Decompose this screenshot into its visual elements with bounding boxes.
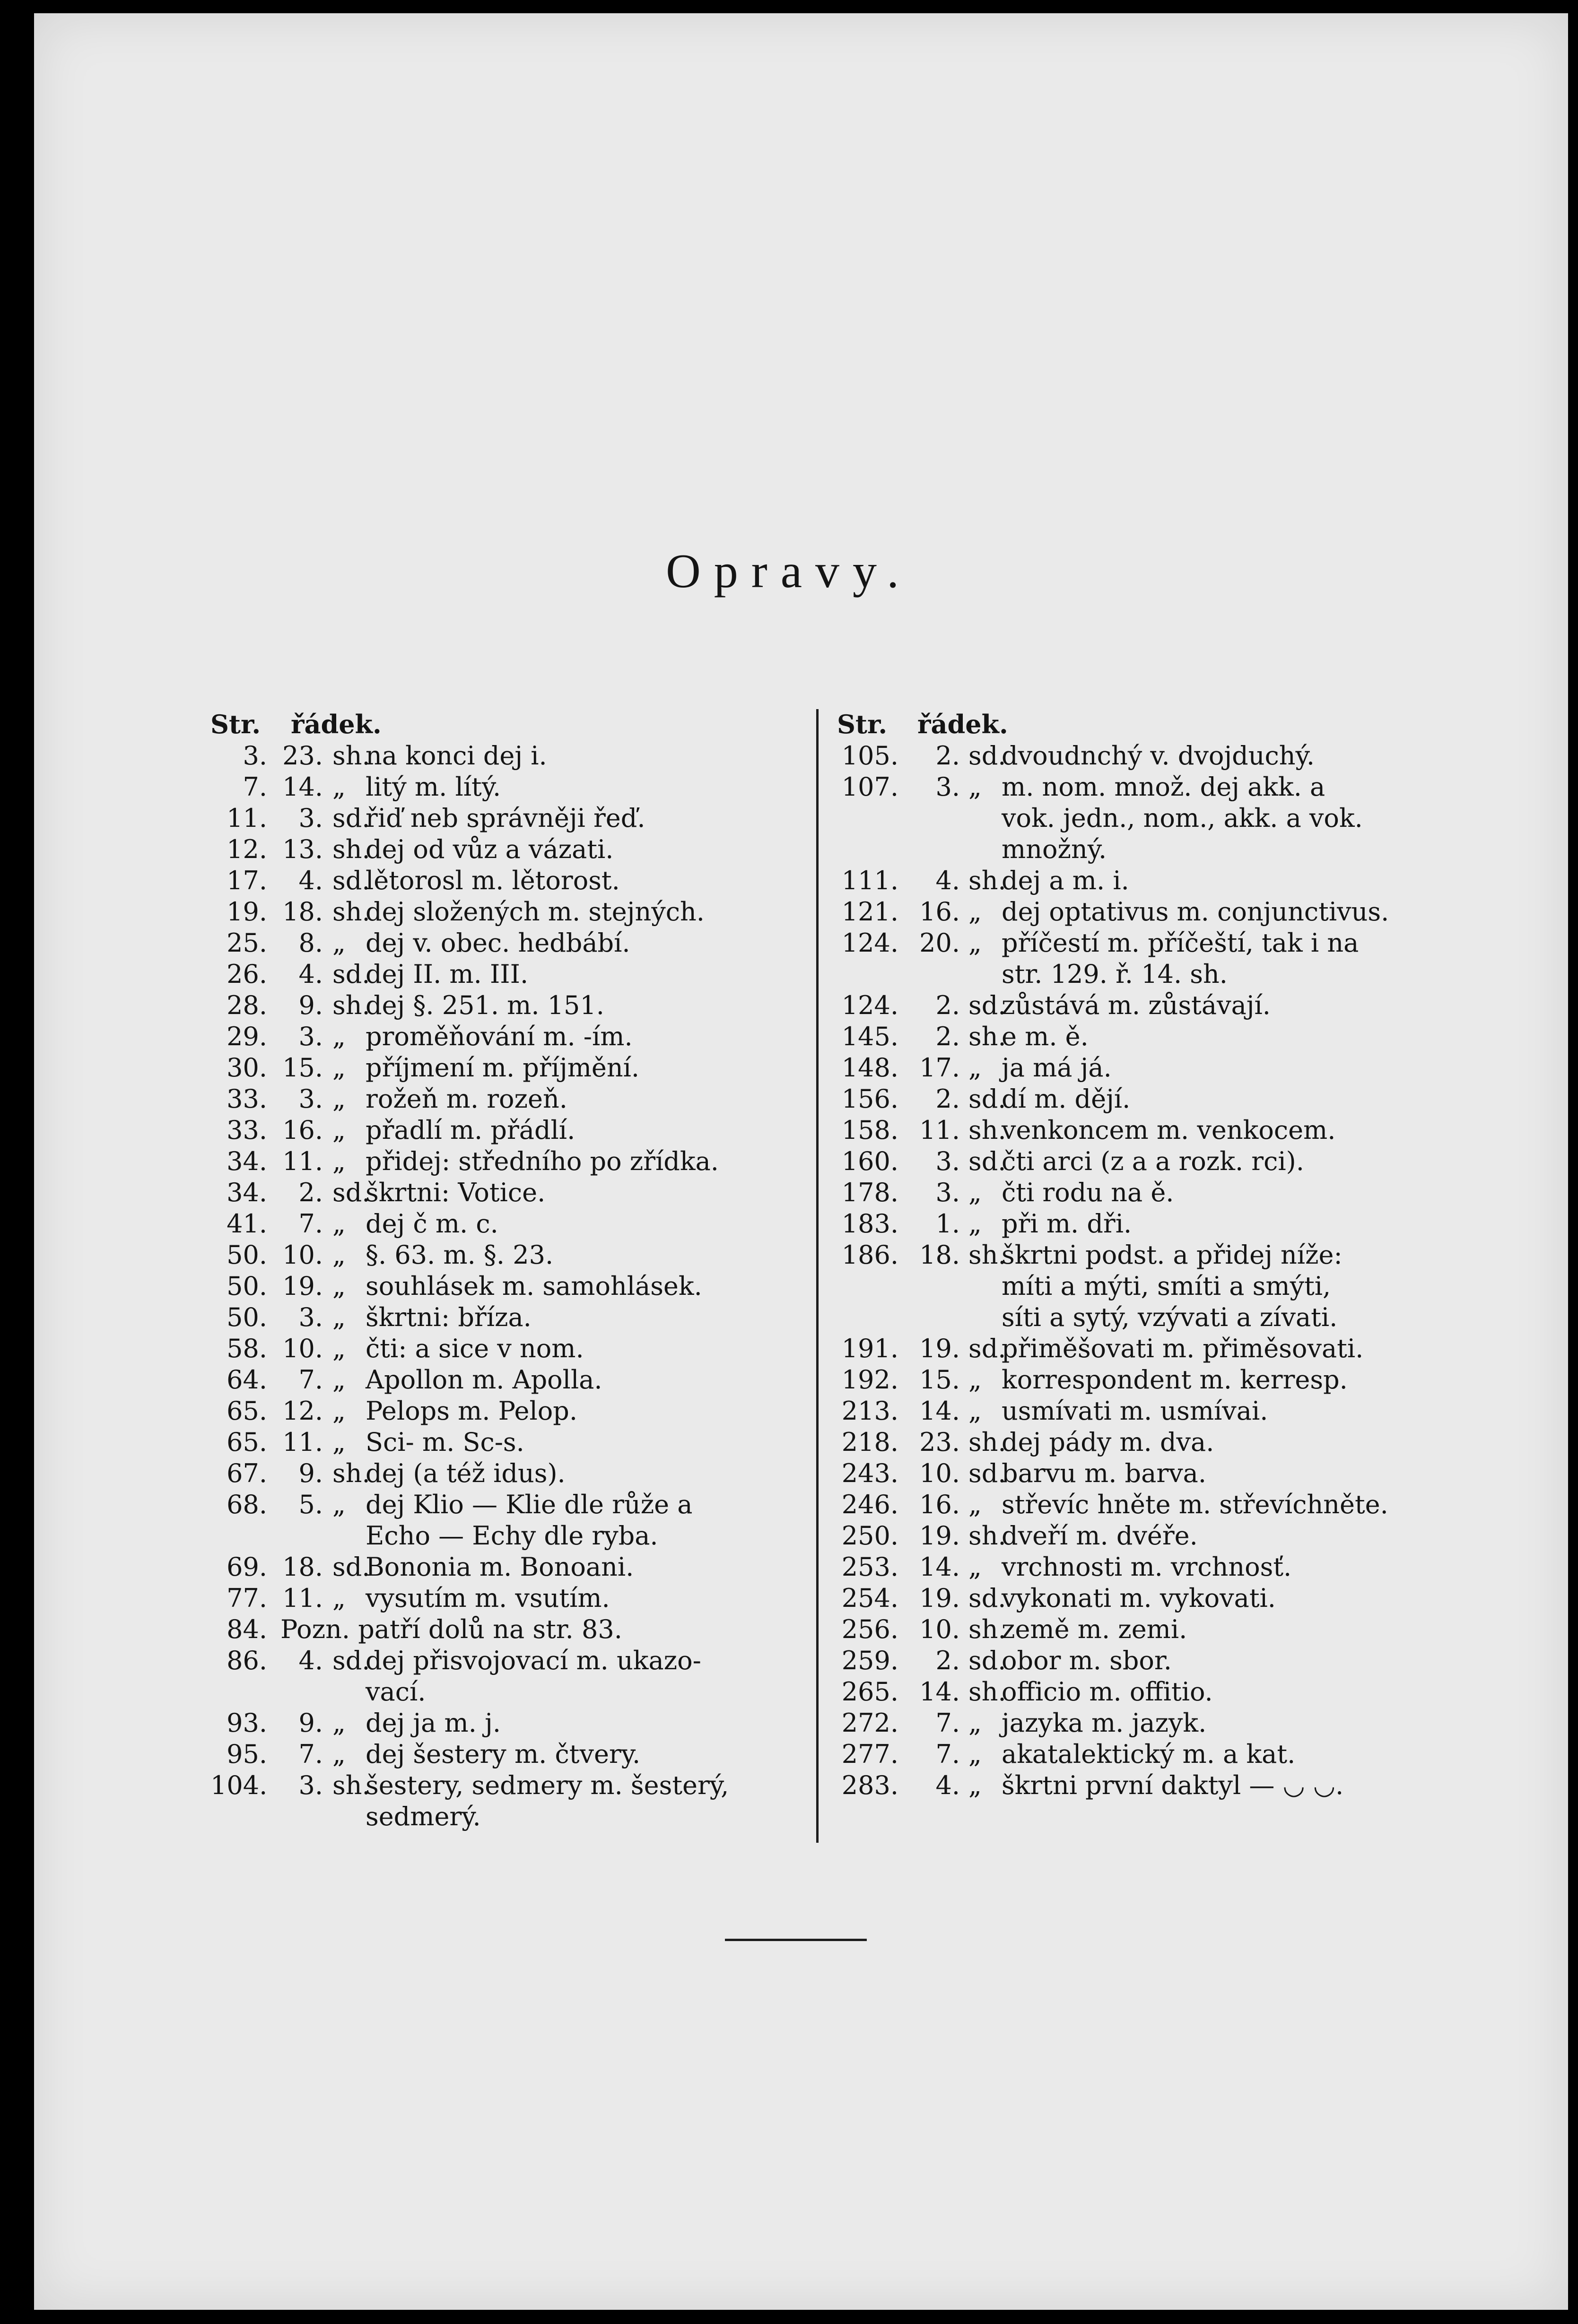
errata-page: 105. [841,741,898,771]
errata-line: 2. [298,1178,323,1207]
errata-line: 15. [919,1365,960,1395]
errata-line: 20. [919,928,960,958]
errata-side: sd. [968,741,1006,771]
errata-text: příčestí m. příčeští, tak i na str. 129. ř. 14. sh. [1002,928,1359,989]
header-line: řádek. [291,709,382,739]
errata-page: 30. [227,1053,267,1083]
errata-line: 9. [298,1708,323,1738]
errata-text: Apollon m. Apolla. [366,1365,602,1395]
errata-side: „ [968,1396,982,1426]
errata-page: 213. [841,1396,898,1426]
errata-page: 148. [841,1053,898,1083]
errata-side: sd. [332,959,370,989]
errata-line: 11. [282,1427,323,1457]
errata-text: zůstává m. zůstávají. [1002,990,1271,1020]
errata-line: 2. [935,1022,960,1051]
errata-page: 104. [210,1770,268,1800]
errata-page: 33. [227,1115,267,1145]
errata-side: sd. [968,1084,1006,1114]
errata-page: 192. [841,1365,898,1395]
errata-page: 29. [227,1022,267,1051]
errata-text: šestery, sedmery m. šesterý, sedmerý. [366,1770,729,1831]
errata-page: 158. [841,1115,898,1145]
errata-line: 18. [919,1240,960,1270]
errata-side: „ [332,1053,346,1083]
errata-line: 17. [919,1053,960,1083]
errata-side: sh. [968,1521,1006,1551]
errata-line: 4. [935,866,960,895]
errata-page: 58. [227,1334,267,1363]
errata-page: 84. [227,1614,267,1644]
errata-page: 93. [227,1708,267,1738]
errata-line: 23. [919,1427,960,1457]
errata-line: 9. [298,1458,323,1488]
errata-page: 7. [243,772,267,802]
errata-page: 265. [841,1677,898,1707]
errata-page: 50. [227,1240,267,1270]
errata-line: Pozn. patří dolů na str. 83. [280,1614,622,1644]
errata-line: 2. [935,1084,960,1114]
errata-line: 3. [935,1178,960,1207]
errata-line: 7. [298,1739,323,1769]
errata-line: 15. [282,1053,323,1083]
errata-line: 3. [935,1146,960,1176]
errata-line: 3. [935,772,960,802]
errata-page: 283. [841,1770,898,1800]
errata-text: vrchnosti m. vrchnosť. [1002,1552,1292,1582]
errata-page: 50. [227,1302,267,1332]
errata-line: 2. [935,990,960,1020]
errata-side: sh. [332,897,370,927]
errata-text: Sci- m. Sc-s. [366,1427,524,1457]
errata-side: sh. [968,1677,1006,1707]
errata-page: 34. [227,1178,267,1207]
errata-line: 3. [298,803,323,833]
errata-text: rožeň m. rozeň. [366,1084,567,1114]
errata-line: 11. [919,1115,960,1145]
errata-line: 14. [919,1552,960,1582]
errata-text: venkoncem m. venkocem. [1002,1115,1336,1145]
closing-rule [725,1939,867,1941]
errata-text: čti: a sice v nom. [366,1334,584,1363]
errata-text: usmívati m. usmívai. [1002,1396,1268,1426]
errata-side: „ [332,1209,346,1239]
errata-line: 18. [282,1552,323,1582]
errata-text: čti arci (z a a rozk. rci). [1002,1146,1304,1176]
errata-side: „ [968,1209,982,1239]
errata-side: „ [332,1427,346,1457]
errata-text: škrtni: Votice. [366,1178,546,1207]
errata-side: „ [332,772,346,802]
errata-side: „ [332,1302,346,1332]
errata-side: „ [968,1178,982,1207]
errata-line: 16. [919,897,960,927]
errata-page: 69. [227,1552,267,1582]
errata-line: 19. [919,1583,960,1613]
errata-side: „ [968,1552,982,1582]
errata-text: dej pády m. dva. [1002,1427,1214,1457]
errata-line: 1. [935,1209,960,1239]
errata-side: „ [968,772,982,802]
errata-line: 9. [298,990,323,1020]
errata-page: 218. [841,1427,898,1457]
errata-side: „ [332,1115,346,1145]
errata-line: 16. [282,1115,323,1145]
page-title: Opravy. [666,545,912,598]
errata-text: korrespondent m. kerresp. [1002,1365,1348,1395]
errata-text: příjmení m. příjmění. [366,1053,640,1083]
errata-side: „ [332,1271,346,1301]
errata-page: 33. [227,1084,267,1114]
errata-line: 11. [282,1583,323,1613]
errata-side: „ [332,1084,346,1114]
column-divider [816,709,819,1843]
errata-text: souhlásek m. samohlásek. [366,1271,702,1301]
errata-side: sh. [332,834,370,864]
errata-page: 11. [227,803,267,833]
errata-line: 10. [282,1334,323,1363]
errata-line: 7. [298,1365,323,1395]
errata-side: sh. [968,1614,1006,1644]
errata-text: přadlí m. přádlí. [366,1115,575,1145]
errata-page: 254. [841,1583,898,1613]
errata-side: „ [332,928,346,958]
errata-text: dej Klio — Klie dle růže a Echo — Echy dle ryba. [366,1490,693,1551]
errata-page: 186. [841,1240,898,1270]
errata-page: 250. [841,1521,898,1551]
errata-text: dí m. dějí. [1002,1084,1131,1114]
errata-line: 14. [919,1677,960,1707]
errata-page: 12. [227,834,267,864]
errata-text: officio m. offitio. [1002,1677,1213,1707]
errata-side: „ [332,1365,346,1395]
errata-text: akatalektický m. a kat. [1002,1739,1296,1769]
errata-text: dej a m. i. [1002,866,1129,895]
errata-text: přiměšovati m. přiměsovati. [1002,1334,1364,1363]
errata-text: dej ja m. j. [366,1708,501,1738]
errata-line: 14. [282,772,323,802]
errata-line: 8. [298,928,323,958]
errata-page: 145. [841,1022,898,1051]
errata-line: 23. [282,741,323,771]
errata-text: vysutím m. vsutím. [366,1583,610,1613]
errata-side: sd. [332,1178,370,1207]
errata-line: 16. [919,1490,960,1519]
errata-side: sd. [332,803,370,833]
errata-text: dej II. m. III. [366,959,529,989]
errata-side: sh. [968,1240,1006,1270]
errata-page: 64. [227,1365,267,1395]
errata-text: vykonati m. vykovati. [1002,1583,1276,1613]
errata-side: „ [968,1770,982,1800]
errata-side: sd. [968,1583,1006,1613]
errata-text: dveří m. dvéře. [1002,1521,1198,1551]
errata-page: 65. [227,1427,267,1457]
errata-text: jazyka m. jazyk. [1002,1708,1207,1738]
errata-text: barvu m. barva. [1002,1458,1207,1488]
errata-side: sd. [332,866,370,895]
errata-line: 19. [282,1271,323,1301]
errata-page: 77. [227,1583,267,1613]
header-page: Str. [837,709,888,739]
errata-page: 156. [841,1084,898,1114]
errata-side: sh. [968,1022,1006,1051]
errata-page: 19. [227,897,267,927]
errata-side: „ [332,1739,346,1769]
errata-text: obor m. sbor. [1002,1646,1172,1675]
errata-line: 19. [919,1334,960,1363]
errata-line: 11. [282,1146,323,1176]
errata-side: „ [968,1053,982,1083]
errata-page: 67. [227,1458,267,1488]
errata-text: m. nom. množ. dej akk. a vok. jedn., nom., akk. a vok. množný. [1002,772,1363,864]
errata-line: 10. [919,1614,960,1644]
errata-line: 19. [919,1521,960,1551]
errata-text: dej (a též idus). [366,1458,566,1488]
header-page: Str. [210,709,261,739]
errata-text: proměňování m. -ím. [366,1022,633,1051]
errata-text: škrtni první daktyl — ◡ ◡. [1002,1770,1344,1800]
errata-side: „ [332,1146,346,1176]
errata-line: 10. [282,1240,323,1270]
errata-side: sh. [332,1458,370,1488]
errata-line: 2. [935,741,960,771]
errata-page: 124. [841,928,898,958]
errata-side: sh. [332,741,370,771]
errata-line: 4. [298,1646,323,1675]
errata-side: sd. [968,1146,1006,1176]
errata-text: dej od vůz a vázati. [366,834,614,864]
errata-line: 10. [919,1458,960,1488]
errata-line: 4. [298,959,323,989]
errata-page: 124. [841,990,898,1020]
errata-text: dej č m. c. [366,1209,498,1239]
errata-page: 191. [841,1334,898,1363]
errata-page: 41. [227,1209,267,1239]
errata-side: sh. [968,1427,1006,1457]
errata-side: „ [968,897,982,927]
errata-text: lětorosl m. lětorost. [366,866,620,895]
errata-line: 7. [298,1209,323,1239]
errata-page: 28. [227,990,267,1020]
errata-page: 95. [227,1739,267,1769]
errata-line: 4. [298,866,323,895]
errata-page: 277. [841,1739,898,1769]
errata-page: 256. [841,1614,898,1644]
errata-line: 5. [298,1490,323,1519]
errata-line: 3. [298,1084,323,1114]
errata-line: 4. [935,1770,960,1800]
errata-text: dej §. 251. m. 151. [366,990,604,1020]
errata-text: ja má já. [1002,1053,1112,1083]
errata-page: 107. [841,772,898,802]
errata-text: přidej: středního po zřídka. [366,1146,719,1176]
errata-line: 7. [935,1739,960,1769]
errata-text: dvoudnchý v. dvojduchý. [1002,741,1315,771]
errata-side: sh. [332,1770,370,1800]
errata-page: 50. [227,1271,267,1301]
errata-line: 3. [298,1022,323,1051]
errata-text: dej optativus m. conjunctivus. [1002,897,1389,927]
errata-text: Pelops m. Pelop. [366,1396,578,1426]
errata-side: sd. [968,1458,1006,1488]
errata-side: „ [968,1708,982,1738]
errata-side: „ [968,928,982,958]
errata-line: 12. [282,1396,323,1426]
errata-text: čti rodu na ě. [1002,1178,1174,1207]
errata-page: 246. [841,1490,898,1519]
errata-line: 3. [298,1302,323,1332]
errata-text: dej šestery m. čtvery. [366,1739,641,1769]
errata-page: 65. [227,1396,267,1426]
errata-page: 259. [841,1646,898,1675]
errata-side: „ [332,1022,346,1051]
errata-page: 121. [841,897,898,927]
errata-side: „ [332,1396,346,1426]
errata-side: sh. [968,866,1006,895]
errata-side: „ [332,1708,346,1738]
errata-text: dej složených m. stejných. [366,897,705,927]
errata-text: §. 63. m. §. 23. [366,1240,554,1270]
errata-page: 243. [841,1458,898,1488]
errata-side: „ [332,1490,346,1519]
errata-side: „ [968,1490,982,1519]
errata-page: 34. [227,1146,267,1176]
errata-page: 3. [243,741,267,771]
errata-page: 68. [227,1490,267,1519]
errata-text: na konci dej i. [366,741,547,771]
errata-page: 253. [841,1552,898,1582]
errata-line: 2. [935,1646,960,1675]
errata-side: „ [332,1583,346,1613]
errata-line: 14. [919,1396,960,1426]
errata-side: „ [332,1334,346,1363]
errata-side: sd. [968,1334,1006,1363]
errata-side: sd. [332,1646,370,1675]
header-line: řádek. [917,709,1008,739]
errata-page: 86. [227,1646,267,1675]
errata-page: 17. [227,866,267,895]
errata-text: škrtni: bříza. [366,1302,532,1332]
errata-text: při m. dři. [1002,1209,1132,1239]
errata-side: sd. [968,1646,1006,1675]
errata-text: e m. ě. [1002,1022,1089,1051]
errata-line: 3. [298,1770,323,1800]
errata-side: „ [332,1240,346,1270]
errata-text: země m. zemi. [1002,1614,1187,1644]
errata-line: 18. [282,897,323,927]
errata-page: 160. [841,1146,898,1176]
errata-page: 25. [227,928,267,958]
errata-text: dej přisvojovací m. ukazo- vací. [366,1646,701,1707]
errata-text: Bononia m. Bonoani. [366,1552,634,1582]
errata-side: sh. [968,1115,1006,1145]
errata-page: 272. [841,1708,898,1738]
errata-line: 7. [935,1708,960,1738]
errata-side: sd. [968,990,1006,1020]
errata-page: 111. [841,866,898,895]
errata-line: 13. [282,834,323,864]
errata-side: „ [968,1365,982,1395]
errata-page: 183. [841,1209,898,1239]
errata-text: střevíc hněte m. střevíchněte. [1002,1490,1388,1519]
errata-side: sd. [332,1552,370,1582]
errata-text: litý m. lítý. [366,772,501,802]
errata-text: dej v. obec. hedbábí. [366,928,630,958]
errata-text: řiď neb správněji řeď. [366,803,645,833]
errata-page: 178. [841,1178,898,1207]
errata-text: škrtni podst. a přidej níže: míti a mýti, smíti a smýti, síti a sytý, vzývati a zívati. [1002,1240,1343,1332]
errata-page: 26. [227,959,267,989]
errata-side: sh. [332,990,370,1020]
errata-side: „ [968,1739,982,1769]
